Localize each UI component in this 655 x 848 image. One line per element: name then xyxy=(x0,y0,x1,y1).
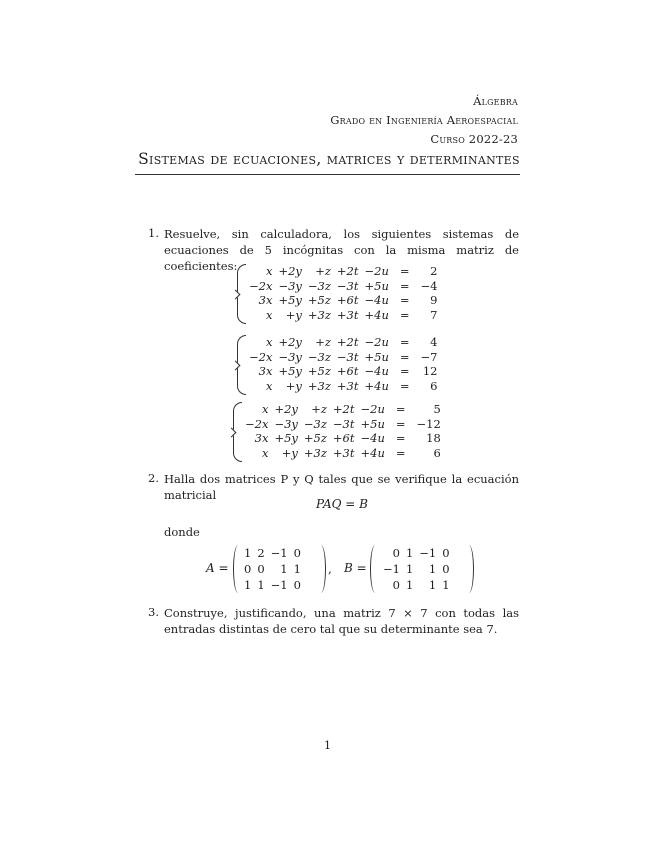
equation-rhs: 18 xyxy=(426,431,441,446)
equation-term: +5z xyxy=(307,293,331,308)
equation-term: +5z xyxy=(307,364,331,379)
equation-rhs: 2 xyxy=(430,264,438,279)
system-1 xyxy=(246,264,440,322)
equation-term: −4u xyxy=(360,431,385,446)
equation-term: +5y xyxy=(274,431,298,446)
equals-sign: = xyxy=(395,431,406,446)
matrix-b-right-paren xyxy=(464,545,474,593)
equation-term: x xyxy=(261,402,269,417)
system-1-brace xyxy=(237,264,246,324)
equation-term: −3t xyxy=(332,416,355,431)
equation-term: +6t xyxy=(336,364,359,379)
equation-term: x xyxy=(265,264,273,279)
document-header xyxy=(330,92,518,149)
equation-row xyxy=(246,293,440,308)
equals-sign: = xyxy=(399,349,410,364)
matrix-entry: 0 xyxy=(244,562,252,576)
equation-term: +3t xyxy=(336,307,359,322)
equation-term: +5y xyxy=(278,364,302,379)
equation-term: +6t xyxy=(332,431,355,446)
matrix-b xyxy=(380,545,453,593)
matrix-entry: 1 xyxy=(257,578,265,592)
equation-rhs: 9 xyxy=(430,293,438,308)
problem-1-number: 1. xyxy=(148,226,159,240)
matrix-entry: 1 xyxy=(405,562,414,576)
equation-row xyxy=(246,350,440,365)
equation-term: +z xyxy=(315,335,331,350)
equation-term: −4u xyxy=(364,293,389,308)
equation-term: +3t xyxy=(336,378,359,393)
equals-sign: = xyxy=(399,378,410,393)
equals-sign: = xyxy=(395,416,406,431)
equation-rhs: 12 xyxy=(422,364,438,379)
equation-term: +z xyxy=(311,402,327,417)
matrix-entry: 1 xyxy=(442,578,450,592)
matrix-entry: 0 xyxy=(293,578,301,592)
equation-term: +3t xyxy=(332,445,355,460)
equation-term: +4u xyxy=(364,307,389,322)
matrix-entry: −1 xyxy=(419,546,437,560)
equation-term: −4u xyxy=(364,364,389,379)
system-3 xyxy=(242,402,444,460)
equation-term: +4u xyxy=(364,378,389,393)
equation-rhs: 5 xyxy=(433,402,441,417)
equation-term: −3z xyxy=(307,278,331,293)
equation-term: x xyxy=(265,335,273,350)
matrix-entry: −1 xyxy=(270,546,288,560)
equation-term: 3x xyxy=(258,293,273,308)
equation-rhs: −4 xyxy=(420,278,438,293)
matrix-entry: 1 xyxy=(405,546,414,560)
matrix-b-label: B = xyxy=(344,561,367,575)
course-label: Curso 2022-23 xyxy=(430,132,518,146)
equation-term: −3t xyxy=(336,278,359,293)
equation-term: +2t xyxy=(332,402,355,417)
problem-2-number: 2. xyxy=(148,471,159,485)
matrix-entry: −1 xyxy=(270,578,288,592)
equals-sign: = xyxy=(399,264,410,279)
matrix-row xyxy=(241,577,304,593)
equation-row xyxy=(246,279,440,294)
system-2-brace xyxy=(237,335,246,395)
equals-sign: = xyxy=(395,445,406,460)
matrix-a-right-paren xyxy=(316,545,326,593)
problem-3-number: 3. xyxy=(148,605,159,619)
problem-2-text: Halla dos matrices P y Q tales que se verifique la ecuación matricial xyxy=(164,472,519,502)
equation-row xyxy=(246,335,440,350)
equation-term: +5u xyxy=(364,349,389,364)
equation-term: +6t xyxy=(336,293,359,308)
equals-sign: = xyxy=(399,307,410,322)
equation-term: −3y xyxy=(274,416,298,431)
matrix-entry: 1 xyxy=(428,562,437,576)
equation-term: −2x xyxy=(249,278,273,293)
matrix-a xyxy=(241,545,304,593)
problem-3-text: Construye, justificando, una matriz 7 × 7 con todas las entradas distintas de cero tal que su determinante sea 7. xyxy=(164,606,519,636)
equation-term: −2x xyxy=(249,349,273,364)
matrix-entry: 0 xyxy=(442,562,450,576)
system-3-brace xyxy=(233,402,242,462)
title-divider xyxy=(135,174,520,175)
equation-term: −2x xyxy=(245,416,269,431)
equation-term: −2u xyxy=(360,402,385,417)
equation-term: −3z xyxy=(307,349,331,364)
donde-label: donde xyxy=(164,525,200,539)
matrix-entry: 1 xyxy=(405,578,414,592)
matrix-separator: , xyxy=(328,562,332,576)
equation-term: +y xyxy=(285,307,302,322)
equation-term: +5u xyxy=(360,416,385,431)
equation-term: +5u xyxy=(364,278,389,293)
equation-term: −3y xyxy=(278,278,302,293)
equation-term: +3z xyxy=(307,307,331,322)
matrix-b-left-paren xyxy=(370,545,380,593)
equation-term: +y xyxy=(281,445,298,460)
page-title: Sistemas de ecuaciones, matrices y determinantes xyxy=(138,150,520,168)
equation-row xyxy=(246,364,440,379)
matrix-row xyxy=(380,561,453,577)
equation-term: 3x xyxy=(258,364,273,379)
equation-rhs: 4 xyxy=(430,335,438,350)
equation-term: +2y xyxy=(278,264,302,279)
matrix-a-label: A = xyxy=(206,561,229,575)
matrix-entry: 0 xyxy=(257,562,265,576)
equation-row xyxy=(246,379,440,394)
equation-rhs: −12 xyxy=(416,416,441,431)
equation-term: +3z xyxy=(307,378,331,393)
equation-term: +z xyxy=(315,264,331,279)
matrix-entry: 2 xyxy=(257,546,265,560)
equation-term: 3x xyxy=(254,431,269,446)
equals-sign: = xyxy=(399,278,410,293)
equation-term: +2t xyxy=(336,335,359,350)
equation-row xyxy=(242,402,444,417)
equation-row xyxy=(246,308,440,323)
matrix-entry: 1 xyxy=(244,578,252,592)
system-2 xyxy=(246,335,440,393)
problem-1-text: Resuelve, sin calculadora, los siguientes sistemas de ecuaciones de 5 incógnitas con la misma matriz de coeficientes: xyxy=(164,227,519,273)
matrix-entry: 0 xyxy=(392,546,400,560)
equals-sign: = xyxy=(395,402,406,417)
matrix-entry: 1 xyxy=(244,546,252,560)
equation-term: x xyxy=(261,445,269,460)
equation-term: +2y xyxy=(274,402,298,417)
equation-rhs: 6 xyxy=(430,378,438,393)
equation-term: +y xyxy=(285,378,302,393)
equation-term: +5z xyxy=(303,431,327,446)
matrix-row xyxy=(380,577,453,593)
equation-row xyxy=(242,417,444,432)
equation-rhs: 6 xyxy=(433,445,441,460)
equation-term: −2u xyxy=(364,264,389,279)
subject-label: Álgebra xyxy=(473,94,518,108)
matrix-entry: 0 xyxy=(442,546,450,560)
matrix-entry: 0 xyxy=(293,546,301,560)
matrix-row xyxy=(380,545,453,561)
equation-term: −3z xyxy=(303,416,327,431)
equation-rhs: 7 xyxy=(430,307,438,322)
equation-term: x xyxy=(265,307,273,322)
equation-row xyxy=(246,264,440,279)
equation-row xyxy=(242,446,444,461)
equation-term: +2t xyxy=(336,264,359,279)
matrix-entry: 1 xyxy=(293,562,301,576)
equation-term: +4u xyxy=(360,445,385,460)
equation-term: −3t xyxy=(336,349,359,364)
equation-term: +2y xyxy=(278,335,302,350)
equation-term: +3z xyxy=(303,445,327,460)
page-number: 1 xyxy=(323,738,332,752)
equals-sign: = xyxy=(399,364,410,379)
matrix-row xyxy=(241,545,304,561)
degree-label: Grado en Ingeniería Aeroespacial xyxy=(330,113,518,127)
matrix-entry: −1 xyxy=(383,562,400,576)
matrix-row xyxy=(241,561,304,577)
equals-sign: = xyxy=(399,335,410,350)
equation-term: −3y xyxy=(278,349,302,364)
matrix-entry: 1 xyxy=(428,578,437,592)
equation-row xyxy=(242,431,444,446)
matrix-entry: 1 xyxy=(280,562,288,576)
equation-term: −2u xyxy=(364,335,389,350)
equation-rhs: −7 xyxy=(420,349,438,364)
equals-sign: = xyxy=(399,293,410,308)
matrix-equation: PAQ = B xyxy=(316,497,368,511)
matrix-entry: 0 xyxy=(392,578,400,592)
equation-term: x xyxy=(265,378,273,393)
equation-term: +5y xyxy=(278,293,302,308)
